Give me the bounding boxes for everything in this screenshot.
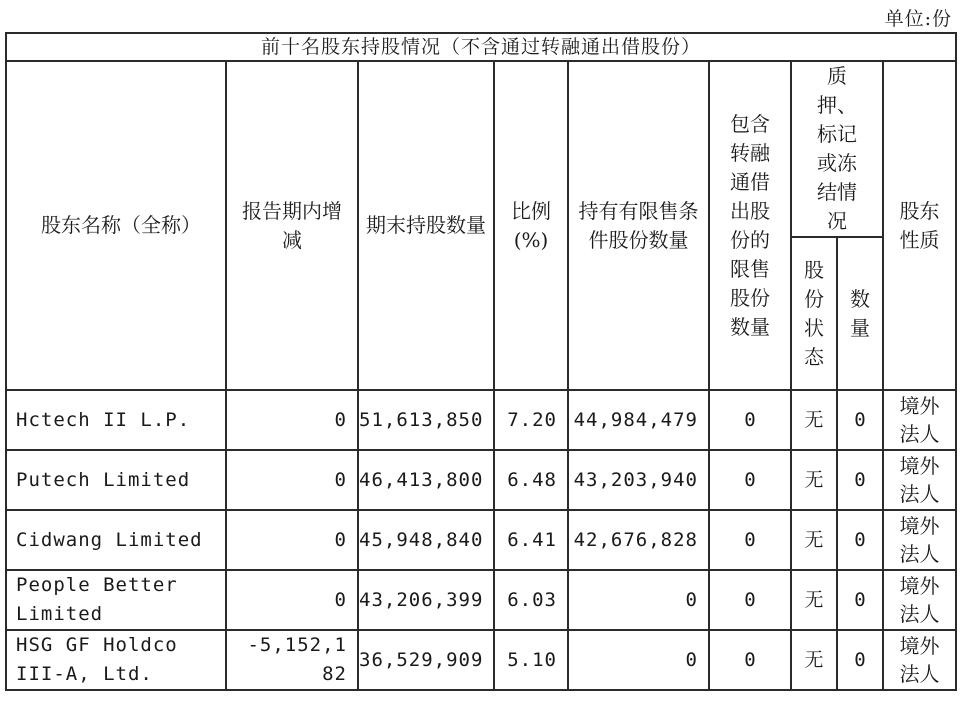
cell-change: 0 <box>226 510 358 570</box>
cell-nature <box>883 390 956 450</box>
cell-shares: 51,613,850 <box>358 390 494 450</box>
cell-nature <box>883 630 956 690</box>
header-pledge-status <box>791 237 837 390</box>
cell-restricted: 42,676,828 <box>568 510 709 570</box>
cell-name: Putech Limited <box>6 450 226 510</box>
cell-change <box>226 630 358 690</box>
cell-lent-restricted: 0 <box>709 450 791 510</box>
cell-change-text: -5,152,182 <box>247 634 347 685</box>
cell-name <box>6 630 226 690</box>
header-pledge-group <box>791 61 883 237</box>
cell-nature <box>883 570 956 630</box>
cell-ratio: 6.41 <box>494 510 568 570</box>
cell-nature <box>883 510 956 570</box>
header-pledge-qty-text: 数量 <box>850 286 870 340</box>
table-row <box>6 510 956 570</box>
header-nature-text: 股东性质 <box>899 198 940 252</box>
cell-restricted: 0 <box>568 630 709 690</box>
cell-change: 0 <box>226 450 358 510</box>
cell-ratio: 6.48 <box>494 450 568 510</box>
cell-pledge-qty: 0 <box>837 510 883 570</box>
cell-ratio: 5.10 <box>494 630 568 690</box>
cell-shares: 46,413,800 <box>358 450 494 510</box>
cell-pledge-status: 无 <box>791 450 837 510</box>
table-row <box>6 570 956 630</box>
table-title: 前十名股东持股情况（不含通过转融通出借股份） <box>6 33 956 61</box>
cell-name: Hctech II L.P. <box>6 390 226 450</box>
header-name-text: 股东名称（全称） <box>41 213 201 237</box>
header-shares-text: 期末持股数量 <box>366 213 486 237</box>
cell-lent-restricted: 0 <box>709 510 791 570</box>
header-ratio-text: 比例(%) <box>511 198 551 252</box>
header-pledge-status-text: 股份状态 <box>804 257 824 369</box>
cell-pledge-status: 无 <box>791 390 837 450</box>
unit-label: 单位:份 <box>884 8 952 30</box>
cell-pledge-qty: 0 <box>837 630 883 690</box>
cell-change: 0 <box>226 390 358 450</box>
cell-ratio: 7.20 <box>494 390 568 450</box>
header-restricted <box>568 61 709 390</box>
cell-name-text: People Better Limited <box>16 574 178 625</box>
cell-pledge-qty: 0 <box>837 390 883 450</box>
table-row <box>6 450 956 510</box>
cell-shares: 43,206,399 <box>358 570 494 630</box>
cell-name <box>6 570 226 630</box>
cell-lent-restricted: 0 <box>709 570 791 630</box>
cell-shares: 36,529,909 <box>358 630 494 690</box>
cell-nature-text: 境外法人 <box>899 454 940 506</box>
table-row <box>6 390 956 450</box>
header-change <box>226 61 358 390</box>
cell-name: Cidwang Limited <box>6 510 226 570</box>
shareholders-table <box>5 32 957 691</box>
cell-name-text: HSG GF Holdco III-A, Ltd. <box>16 634 178 685</box>
cell-lent-restricted: 0 <box>709 630 791 690</box>
cell-pledge-status: 无 <box>791 570 837 630</box>
cell-lent-restricted: 0 <box>709 390 791 450</box>
cell-pledge-qty: 0 <box>837 450 883 510</box>
header-name <box>6 61 226 390</box>
header-lent-restricted <box>709 61 791 390</box>
header-shares <box>358 61 494 390</box>
cell-restricted: 0 <box>568 570 709 630</box>
header-ratio <box>494 61 568 390</box>
cell-pledge-qty: 0 <box>837 570 883 630</box>
cell-shares: 45,948,840 <box>358 510 494 570</box>
header-pledge-group-text: 质押、标记或冻结情况 <box>817 64 857 233</box>
table-row <box>6 630 956 690</box>
cell-nature-text: 境外法人 <box>899 634 940 686</box>
cell-nature-text: 境外法人 <box>899 574 940 626</box>
cell-restricted: 43,203,940 <box>568 450 709 510</box>
header-lent-restricted-text: 包含转融通借出股份的限售股份数量 <box>730 111 770 339</box>
cell-nature-text: 境外法人 <box>899 394 940 446</box>
cell-ratio: 6.03 <box>494 570 568 630</box>
cell-restricted: 44,984,479 <box>568 390 709 450</box>
cell-nature-text: 境外法人 <box>899 514 940 566</box>
header-pledge-qty <box>837 237 883 390</box>
header-restricted-text: 持有有限售条件股份数量 <box>578 198 699 252</box>
cell-change: 0 <box>226 570 358 630</box>
cell-nature <box>883 450 956 510</box>
cell-pledge-status: 无 <box>791 630 837 690</box>
cell-pledge-status: 无 <box>791 510 837 570</box>
header-nature <box>883 61 956 390</box>
header-change-text: 报告期内增减 <box>242 198 342 252</box>
